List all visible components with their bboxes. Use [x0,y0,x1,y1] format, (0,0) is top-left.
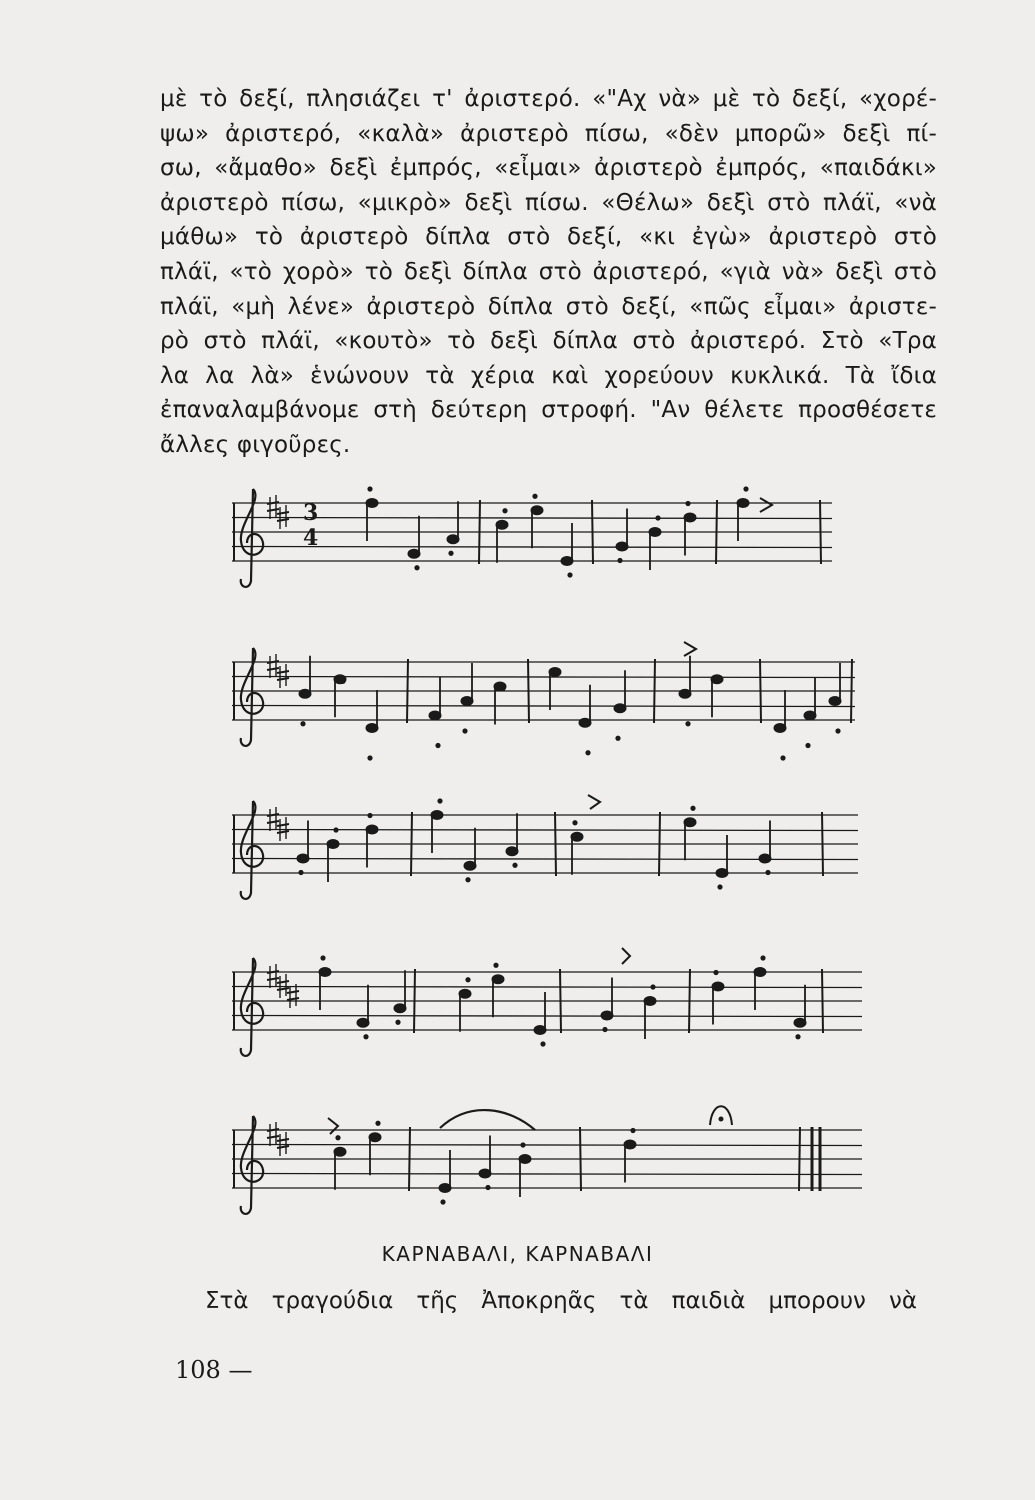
staccato-dot [690,806,695,811]
bar-line [689,969,690,1033]
bar-line [822,812,823,876]
paragraph-line: λα λα λὰ» ἑνώνουν τὰ χέρια καὶ χορεύουν κυκλικά. Τὰ ἴδια [160,362,937,389]
staccato-dot [795,1034,800,1039]
sharp-icon [267,978,279,980]
staccato-dot [493,963,498,968]
sharp-icon [267,1136,279,1138]
accent-icon [684,642,696,656]
staccato-dot [485,1185,490,1190]
treble-clef-icon [241,489,263,587]
sharp-icon [277,678,289,680]
staccato-dot [320,955,325,960]
staccato-dot [712,679,717,684]
bar-line [407,659,408,723]
staccato-dot [780,755,785,760]
time-signature-bottom: 4 [303,525,319,551]
time-signature [303,500,318,551]
staccato-dot [340,679,345,684]
staccato-dot [760,955,765,960]
sharp-icon [267,668,279,670]
staccato-dot [617,558,622,563]
bar-line [822,969,823,1033]
staccato-dot [502,508,507,513]
staccato-dot [437,798,442,803]
staccato-dot [585,750,590,755]
staccato-dot [743,486,748,491]
time-signature-top: 3 [303,500,319,526]
staccato-dot [805,743,810,748]
accent-icon [328,1118,338,1134]
sharp-icon [267,661,279,663]
staccato-dot [655,515,660,520]
bar-line [820,500,821,564]
staccato-dot [465,877,470,882]
paragraph-line: ἄλλες φιγοῦρες. [160,431,351,458]
sharp-icon [267,971,279,973]
sharp-icon [277,831,289,833]
staccato-dot [520,1142,525,1147]
bar-line [560,969,561,1033]
bar-line [592,500,593,564]
fermata-icon [710,1106,732,1125]
staccato-dot [567,572,572,577]
sharp-icon [287,998,299,1000]
bar-line [555,812,556,876]
staff-line [232,1145,862,1146]
staccato-dot [333,827,338,832]
bar-line [851,659,852,723]
paragraph-line: ἐπαναλαμβάνομε στὴ δεύτερη στροφή. "Αν θέλετε προσθέσετε [160,397,937,424]
sharp-icon [277,988,289,990]
bar-line [659,812,660,876]
staccato-dot [572,820,577,825]
staccato-dot [414,565,419,570]
sharp-icon [267,814,279,816]
accent-icon [588,795,600,809]
staccato-dot [602,1027,607,1032]
sharp-icon [277,1146,289,1148]
paragraph-line: ρὸ στὸ πλάϊ, «κουτὸ» τὸ δεξὶ δίπλα στὸ ἀριστερό. Στὸ «Τρα [160,328,937,355]
bar-line [528,659,529,723]
paragraph-line: ἀριστερὸ πίσω, «μικρὸ» δεξὶ πίσω. «Θέλω» δεξὶ στὸ πλάϊ, «νὰ [160,189,937,216]
treble-clef-icon [241,648,263,746]
accent-icon [622,948,630,964]
staff-line [232,1174,862,1175]
bar-line [414,969,415,1033]
sharp-icon [277,981,289,983]
staccato-dot [650,984,655,989]
staccato-dot [363,1034,368,1039]
closing-paragraph: Στὰ τραγούδια τῆς Ἀποκρηᾶς τὰ παιδιὰ μπορουν νὰ [205,1288,917,1314]
bar-line [479,500,480,564]
bar-line [716,500,717,564]
sharp-icon [267,821,279,823]
staccato-dot [685,501,690,506]
bar-line [760,659,761,723]
page-number: 108 — [175,1356,253,1384]
paragraph-line: ψω» ἀριστερό, «καλὰ» ἀριστερὸ πίσω, «δὲν μπορῶ» δεξὶ πί- [160,120,937,147]
sharp-icon [277,824,289,826]
staccato-dot [367,755,372,760]
staccato-dot [367,813,372,818]
staccato-dot [685,721,690,726]
bar-line [409,1127,410,1191]
staccato-dot [298,870,303,875]
staccato-dot [717,884,722,889]
sharp-icon [267,1129,279,1131]
staccato-dot [395,1020,400,1025]
staff-line [232,830,858,831]
staccato-dot [512,863,517,868]
staccato-dot [630,1128,635,1133]
staccato-dot [540,1041,545,1046]
paragraph-line: μάθω» τὸ ἀριστερὸ δίπλα στὸ δεξί, «κι ἐγὼ» ἀριστερὸ στὸ [160,224,937,251]
song-title: ΚΑΡΝΑΒΑΛΙ, ΚΑΡΝΑΒΑΛΙ [381,1242,654,1266]
paragraph-line: μὲ τὸ δεξί, πλησιάζει τ' ἀριστερό. «"Αχ νὰ» μὲ τὸ δεξί, «χορέ- [160,86,937,112]
staccato-dot [615,736,620,741]
treble-clef-icon [241,1116,263,1214]
staff-line [232,987,862,988]
staccato-dot [462,728,467,733]
staccato-dot [435,743,440,748]
staccato-dot [765,870,770,875]
paragraph-line: πλάϊ, «τὸ χορὸ» τὸ δεξὶ δίπλα στὸ ἀριστερό, «γιὰ νὰ» δεξὶ στὸ [160,258,937,285]
slur-icon [440,1110,535,1130]
staccato-dot [335,1135,340,1140]
staccato-dot [375,1121,380,1126]
paragraph-line: σω, «ἄμαθο» δεξὶ ἐμπρός, «εἶμαι» ἀριστερὸ ἐμπρός, «παιδάκι» [160,155,937,182]
sharp-icon [287,991,299,993]
sharp-icon [267,509,279,511]
staff-line [232,1016,862,1017]
staff-line [232,677,855,678]
staccato-dot [532,494,537,499]
accent-icon [760,498,772,512]
fermata-icon [719,1117,724,1122]
sharp-icon [277,671,289,673]
sharp-icon [277,519,289,521]
paragraph-line: πλάϊ, «μὴ λένε» ἀριστερὸ δίπλα στὸ δεξί, «πῶς εἶμαι» ἀριστε- [160,293,937,320]
sharp-icon [267,502,279,504]
treble-clef-icon [241,958,263,1056]
sharp-icon [277,512,289,514]
staccato-dot [367,486,372,491]
staccato-dot [550,671,555,676]
staccato-dot [440,1199,445,1204]
staccato-dot [300,721,305,726]
staccato-dot [465,977,470,982]
bar-line [580,1127,581,1191]
bar-line [654,659,655,723]
staccato-dot [500,686,505,691]
staccato-dot [713,970,718,975]
sharp-icon [277,1139,289,1141]
treble-clef-icon [241,801,263,899]
bar-line [411,812,412,876]
staccato-dot [835,728,840,733]
staccato-dot [448,551,453,556]
bar-line [799,1127,800,1191]
